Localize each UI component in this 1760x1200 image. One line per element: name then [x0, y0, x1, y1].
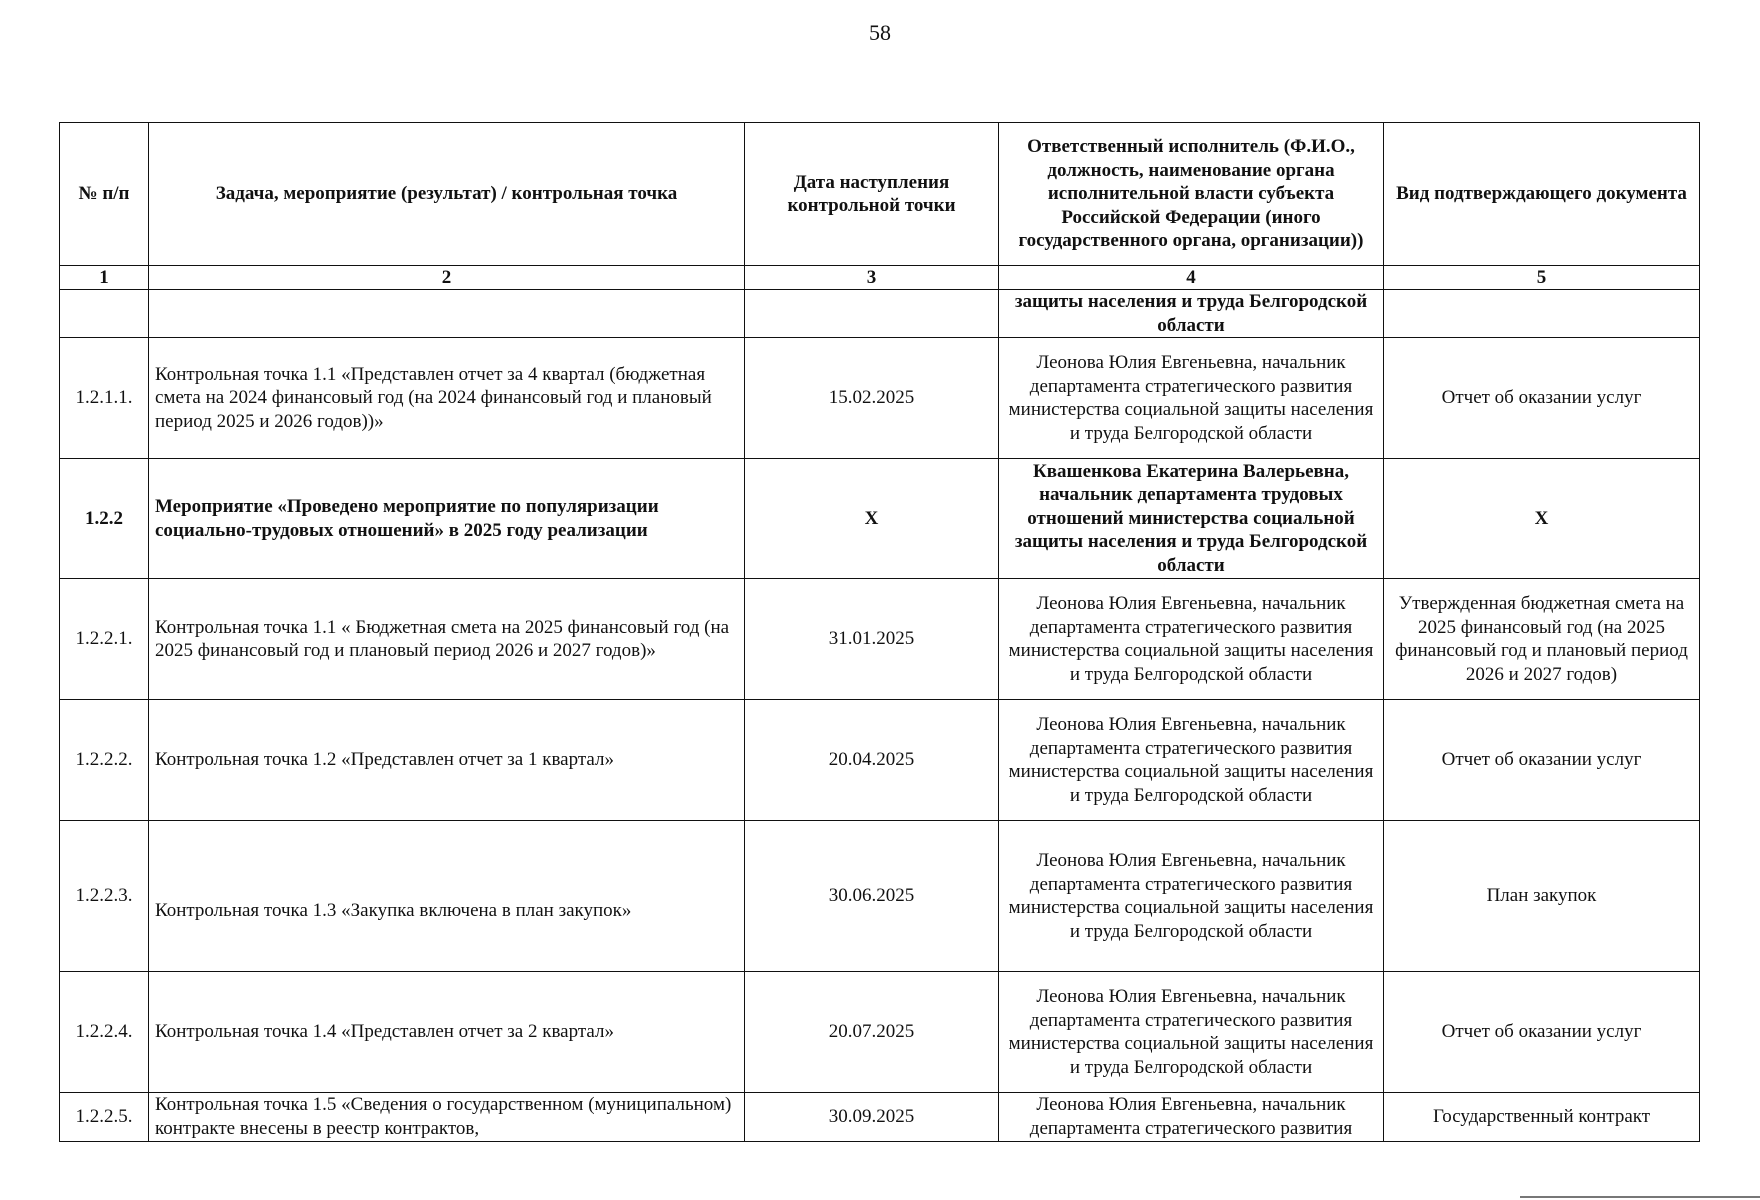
table-row [60, 1093, 1700, 1142]
row-date: 30.09.2025 [745, 1093, 999, 1142]
row-executor: Леонова Юлия Евгеньевна, начальник департамента стратегического развития министерства социальной защиты населения и труда Белгородской области [999, 700, 1384, 821]
row-number: 1.2.1.1. [60, 338, 149, 459]
row-task [149, 290, 745, 338]
row-date: 20.04.2025 [745, 700, 999, 821]
row-date: X [745, 459, 999, 579]
row-task: Контрольная точка 1.2 «Представлен отчет за 1 квартал» [149, 700, 745, 821]
header-document: Вид подтверждающего документа [1384, 123, 1700, 266]
row-document [1384, 290, 1700, 338]
page-number: 58 [869, 20, 891, 45]
row-executor: Леонова Юлия Евгеньевна, начальник департамента стратегического развития министерства социальной защиты населения и труда Белгородской области [999, 821, 1384, 972]
table-row [60, 821, 1700, 972]
row-number: 1.2.2.3. [60, 821, 149, 972]
scan-artifact-line [1520, 1196, 1760, 1198]
column-number: 4 [999, 266, 1384, 290]
column-number: 1 [60, 266, 149, 290]
row-executor: Квашенкова Екатерина Валерьевна, начальник департамента трудовых отношений министерства социальной защиты населения и труда Белгородской области [999, 459, 1384, 579]
row-date: 15.02.2025 [745, 338, 999, 459]
row-number [60, 290, 149, 338]
row-document: Утвержденная бюджетная смета на 2025 финансовый год (на 2025 финансовый год и плановый период 2026 и 2027 годов) [1384, 579, 1700, 700]
table-row [60, 290, 1700, 338]
row-document: Отчет об оказании услуг [1384, 338, 1700, 459]
table-row [60, 459, 1700, 579]
row-document: Государственный контракт [1384, 1093, 1700, 1142]
header-task: Задача, мероприятие (результат) / контрольная точка [149, 123, 745, 266]
row-executor: Леонова Юлия Евгеньевна, начальник департамента стратегического развития министерства социальной защиты населения и труда Белгородской области [999, 338, 1384, 459]
column-number: 2 [149, 266, 745, 290]
column-number-row [60, 266, 1700, 290]
row-task: Контрольная точка 1.1 « Бюджетная смета на 2025 финансовый год (на 2025 финансовый год и плановый период 2026 и 2027 годов)» [149, 579, 745, 700]
row-number: 1.2.2.5. [60, 1093, 149, 1142]
row-number: 1.2.2.2. [60, 700, 149, 821]
header-date: Дата наступления контрольной точки [745, 123, 999, 266]
column-number: 5 [1384, 266, 1700, 290]
table-row [60, 972, 1700, 1093]
row-task: Контрольная точка 1.1 «Представлен отчет за 4 квартал (бюджетная смета на 2024 финансовый год (на 2024 финансовый год и плановый период 2025 и 2026 годов))» [149, 338, 745, 459]
row-task: Контрольная точка 1.3 «Закупка включена в план закупок» [149, 821, 745, 972]
row-task: Контрольная точка 1.5 «Сведения о государственном (муниципальном) контракте внесены в реестр контрактов, [149, 1093, 745, 1142]
row-executor: защиты населения и труда Белгородской области [999, 290, 1384, 338]
row-document: X [1384, 459, 1700, 579]
row-number: 1.2.2.1. [60, 579, 149, 700]
row-number: 1.2.2 [60, 459, 149, 579]
row-date: 31.01.2025 [745, 579, 999, 700]
row-number: 1.2.2.4. [60, 972, 149, 1093]
header-number: № п/п [60, 123, 149, 266]
row-executor: Леонова Юлия Евгеньевна, начальник департамента стратегического развития министерства социальной защиты населения и труда Белгородской области [999, 972, 1384, 1093]
row-date: 20.07.2025 [745, 972, 999, 1093]
row-date [745, 290, 999, 338]
row-executor: Леонова Юлия Евгеньевна, начальник департамента стратегического развития министерства социальной защиты населения и труда Белгородской области [999, 579, 1384, 700]
row-document: Отчет об оказании услуг [1384, 700, 1700, 821]
row-task: Контрольная точка 1.4 «Представлен отчет за 2 квартал» [149, 972, 745, 1093]
table-row [60, 579, 1700, 700]
row-document: Отчет об оказании услуг [1384, 972, 1700, 1093]
row-executor: Леонова Юлия Евгеньевна, начальник департамента стратегического развития [999, 1093, 1384, 1142]
control-points-table [59, 122, 1700, 1142]
column-number: 3 [745, 266, 999, 290]
table-row [60, 338, 1700, 459]
row-task: Мероприятие «Проведено мероприятие по популяризации социально-трудовых отношений» в 2025 году реализации [149, 459, 745, 579]
row-document: План закупок [1384, 821, 1700, 972]
header-executor: Ответственный исполнитель (Ф.И.О., должность, наименование органа исполнительной власти субъекта Российской Федерации (иного государственного органа, организации)) [999, 123, 1384, 266]
header-row [60, 123, 1700, 266]
table-row [60, 700, 1700, 821]
row-date: 30.06.2025 [745, 821, 999, 972]
